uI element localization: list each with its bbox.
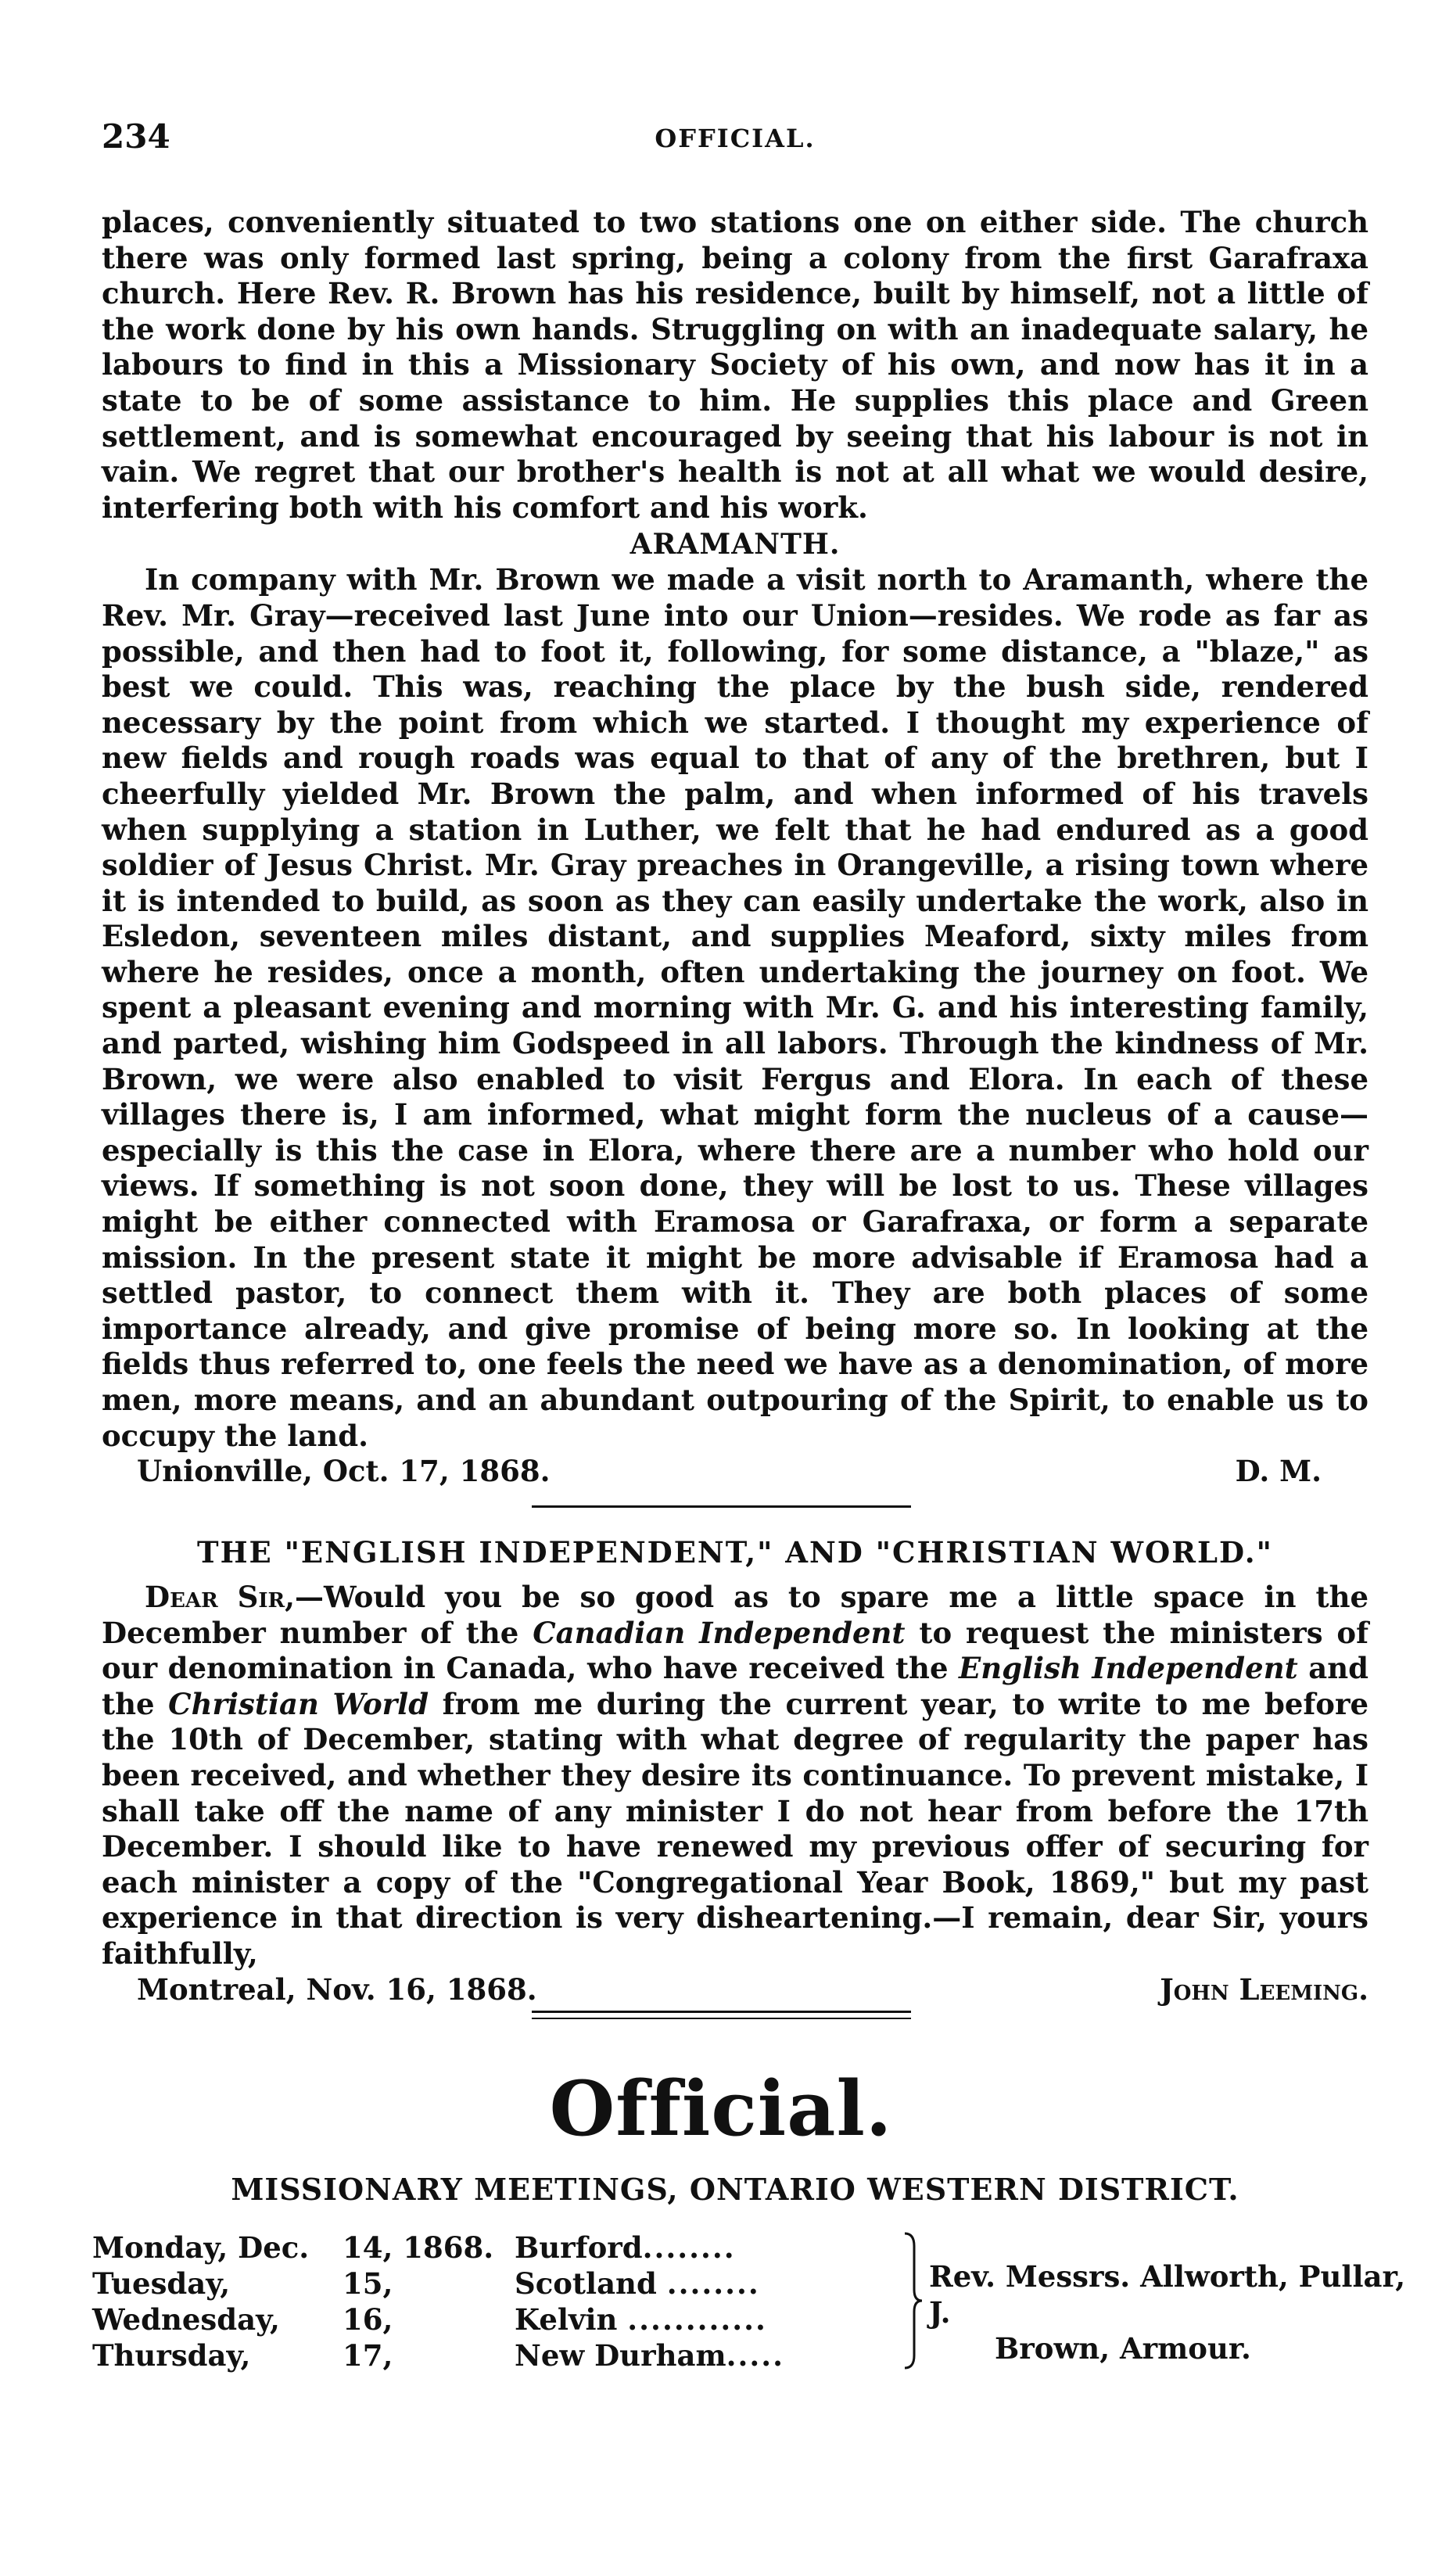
ministers-line-2: Brown, Armour. [995,2331,1251,2366]
meeting-row [92,2230,952,2266]
section-divider [532,1505,911,1508]
brace-icon [902,2230,925,2371]
article-2-signature: John Leeming. [1160,1971,1368,2007]
meeting-place-name: New Durham [515,2338,726,2373]
leader-dots: ............ [627,2302,767,2337]
meeting-place [515,2302,767,2337]
meeting-date: 16, [343,2302,393,2337]
article-2-text-1: —Would you be so good as to spare me a little space in the December number of the [102,1580,1369,1650]
leader-dots: ..... [726,2338,785,2373]
article-2-text-4: from me during the current year, to write to me before the 10th of December, stating with what degree of regularity the paper has been received, and whether they desire its continuance. To prevent mistake, I shall take off the name of any minister I do not hear from before the 17th December. I should like to have renewed my previous offer of securing for each minister a copy of the "Congregational Year Book, 1869," but my past experience in that direction is very disheartening.—I remain, dear Sir, yours faithfully, [102,1686,1368,1971]
article-1-signature: D. M. [1235,1454,1322,1489]
article-2-text-3: and the [102,1651,1368,1721]
ministers-line-1: Rev. Messrs. Allworth, Pullar, J. [929,2259,1406,2330]
leader-dots: ........ [642,2230,736,2265]
article-2-dateline-row [102,1972,1368,2008]
article-2-heading: THE "ENGLISH INDEPENDENT," AND "CHRISTIAN WORLD." [197,1535,1273,1570]
article-2-body [102,1580,1368,1972]
meeting-place [515,2338,784,2373]
meeting-place [515,2230,736,2265]
meeting-place-name: Burford [515,2230,643,2265]
official-title: Official. [549,2065,893,2153]
meeting-place [515,2266,760,2301]
running-head [102,117,1368,164]
article-2-text-2: to request the ministers of our denomination in Canada, who have received the [102,1615,1368,1686]
meetings-table [92,2230,1406,2387]
article-2 [102,1535,1368,2008]
meeting-day: Thursday, [92,2338,251,2373]
official-heading-row [102,2172,1368,2207]
meeting-day: Monday, Dec. [92,2230,310,2265]
article-1-body: In company with Mr. Brown we made a visit north to Aramanth, where the Rev. Mr. Gray—received last June into our Union—resides. We rode as far as possible, and then had to foot it, following, for some distance, a "blaze," as best we could. This was, reaching the place by the bush side, rendered necessary by the point from which we started. I thought my experience of new fields and rough roads was equal to that of any of the brethren, but I cheerfully yielded Mr. Brown the palm, and when informed of his travels when supplying a station in Luther, we felt that he had endured as a good soldier of Jesus Christ. Mr. Gray preaches in Orangeville, a rising town where it is intended to build, as soon as they can easily undertake the work, also in Esledon, seventeen miles distant, and supplies Meaford, sixty miles from where he resides, once a month, often undertaking the journey on foot. We spent a pleasant evening and morning with Mr. G. and his interesting family, and parted, wishing him Godspeed in all labors. Through the kindness of Mr. Brown, we were also enabled to visit Fergus and Elora. In each of these villages there is, I am informed, what might form the nucleus of a cause—especially is this the case in Elora, where there are a number who hold our views. If something is not soon done, they will be lost to us. These villages might be either connected with Eramosa or Garafraxa, or form a separate mission. In the present state it might be more advisable if Eramosa had a settled pastor, to connect them with it. They are both places of some importance already, and give promise of being more so. In looking at the fields thus referred to, one feels the need we have as a denomination, of more men, more means, and an abundant outpouring of the Spirit, to enable us to occupy the land. [102,562,1368,1453]
meeting-row [92,2266,952,2302]
page-number: 234 [102,117,170,156]
article-1-dateline-row [102,1454,1368,1490]
article-1 [102,205,1368,1490]
ministers-list [929,2258,1414,2366]
meeting-place-name: Kelvin [515,2302,618,2337]
meeting-date: 17, [343,2338,393,2373]
double-rule [532,2011,911,2019]
article-1-dateline: Unionville, Oct. 17, 1868. [137,1454,551,1489]
article-2-dateline: Montreal, Nov. 16, 1868. [137,1971,537,2007]
meeting-day: Tuesday, [92,2266,231,2301]
running-head-title: OFFICIAL. [655,124,816,153]
article-2-italic-3: Christian World [168,1686,429,1721]
missionary-meetings-heading: MISSIONARY MEETINGS, ONTARIO WESTERN DISTRICT. [231,2172,1239,2207]
meeting-row [92,2338,952,2373]
article-1-continuation: places, conveniently situated to two stations one on either side. The church there was only formed last spring, being a colony from the first Garafraxa church. Here Rev. R. Brown has his residence, built by himself, not a little of the work done by his own hands. Struggling on with an inadequate salary, he labours to find in this a Missionary Society of his own, and now has it in a state to be of some assistance to him. He supplies this place and Green settlement, and is somewhat encouraged by seeing that his labour is not in vain. We regret that our brother's health is not at all what we would desire, interfering both with his comfort and his work. [102,205,1368,525]
article-2-salutation: Dear Sir, [145,1580,296,1614]
article-1-subheading: ARAMANTH. [630,528,841,561]
meeting-day: Wednesday, [92,2302,280,2337]
article-2-italic-1: Canadian Independent [533,1615,906,1650]
meeting-row [92,2302,952,2337]
meeting-place-name: Scotland [515,2266,657,2301]
article-2-italic-2: English Independent [959,1651,1298,1686]
meeting-date: 14, 1868. [343,2230,494,2265]
meeting-date: 15, [343,2266,393,2301]
leader-dots: ........ [666,2266,760,2301]
